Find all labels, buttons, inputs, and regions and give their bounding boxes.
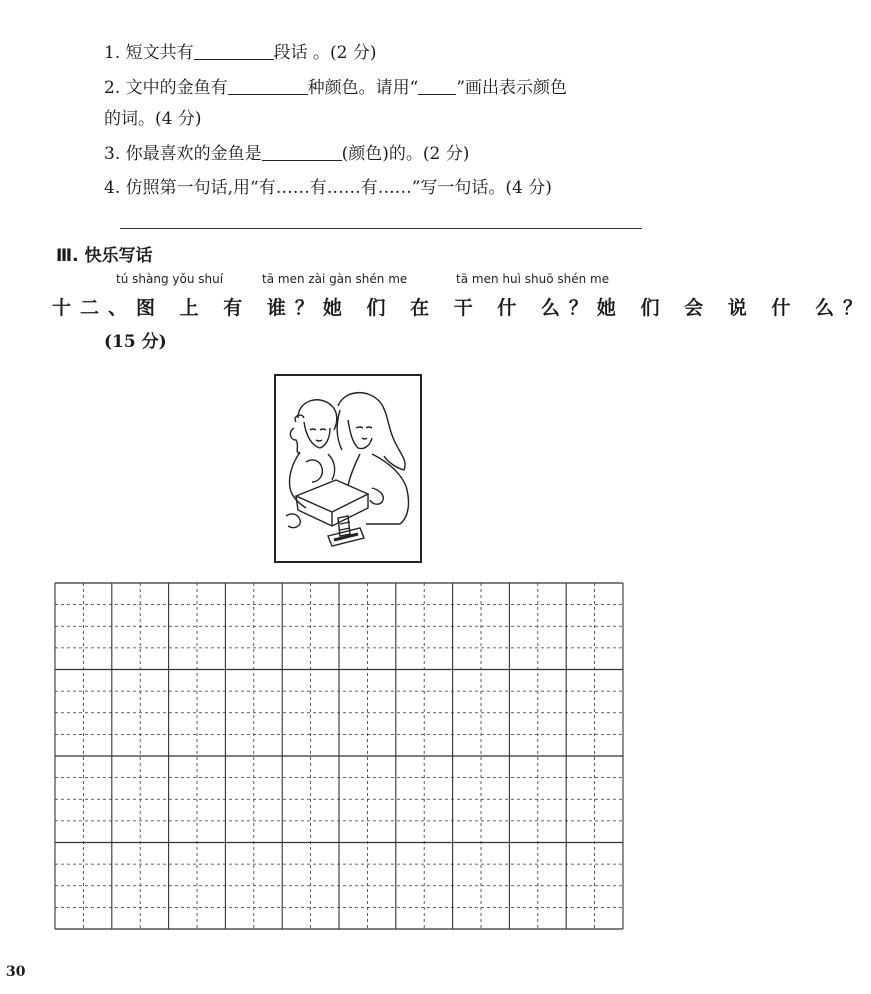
question-2-suffix: 种颜色。请用“ <box>307 78 419 98</box>
question-1 <box>104 38 377 63</box>
section-title: Ⅲ. 快乐写话 <box>56 246 153 266</box>
answer-blank[interactable] <box>228 78 308 95</box>
question-2-continued <box>104 104 201 129</box>
question-1-text: 1. 短文共有 <box>104 43 194 63</box>
pinyin-3: tā men huì shuō shén me <box>456 272 610 286</box>
question-3-text: 3. 你最喜欢的金鱼是 <box>104 144 262 164</box>
question-4-text: 4. 仿照第一句话,用“有……有……有……”写一句话。(4 分) <box>104 178 552 198</box>
answer-blank[interactable] <box>194 43 274 60</box>
pinyin-1: tú shàng yǒu shuí <box>116 272 224 286</box>
question-2-text: 2. 文中的金鱼有 <box>104 78 228 98</box>
underline-sample <box>418 78 456 95</box>
mother-daughter-reading-illustration <box>276 376 420 561</box>
answer-blank[interactable] <box>262 144 342 161</box>
answer-line[interactable] <box>120 228 642 229</box>
page-number: 30 <box>6 964 26 980</box>
illustration-frame <box>274 374 422 563</box>
question-2 <box>104 73 567 98</box>
question-1-suffix: 段话 。(2 分) <box>273 43 377 63</box>
question-2-continued-text: 的词。(4 分) <box>104 109 202 129</box>
question-3-suffix: (颜色)的。(2 分) <box>341 144 470 164</box>
question-3 <box>104 139 469 164</box>
question-12-line: 十二、图 上 有 谁？她 们 在 干 什 么？她 们 会 说 什 么？ <box>52 297 871 319</box>
pinyin-2: tā men zài gàn shén me <box>262 272 408 286</box>
points: (15 分) <box>104 332 167 352</box>
question-4 <box>104 173 552 198</box>
question-2-tail: ”画出表示颜色 <box>456 78 568 98</box>
writing-grid[interactable] <box>54 582 624 932</box>
